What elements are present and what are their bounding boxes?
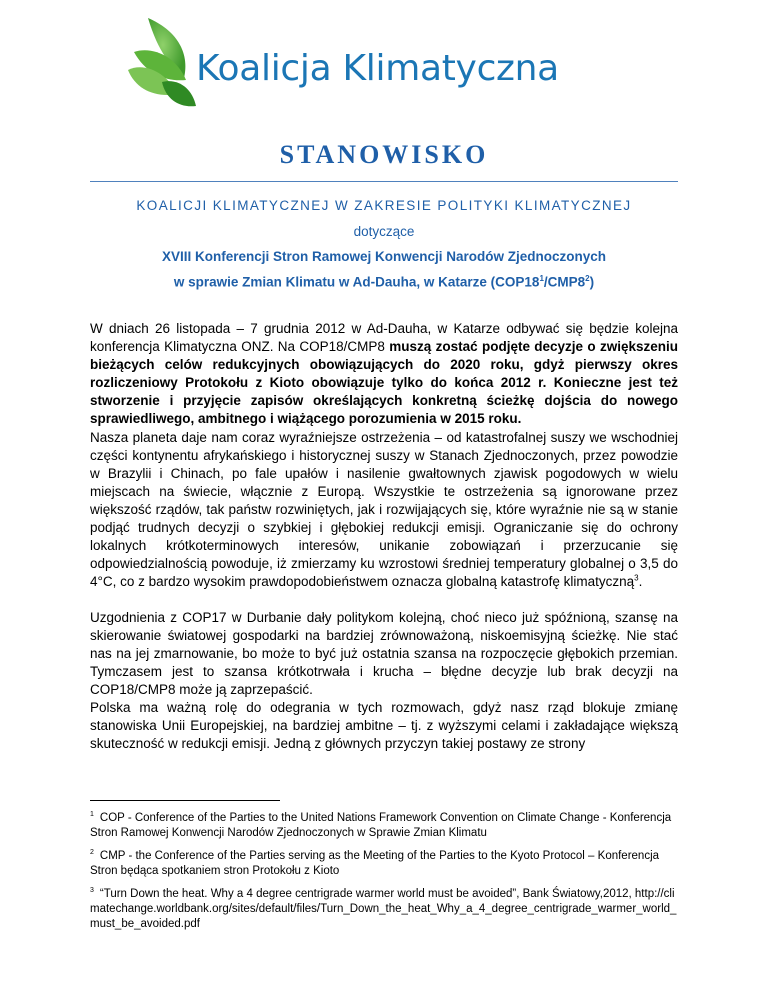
paragraph-2-end: .: [638, 574, 643, 589]
paragraph-2-text: Nasza planeta daje nam coraz wyraźniejsze ostrzeżenia – od katastrofalnej suszy we wschodniej części kontynentu afrykańskiego i historycznej suszy w Stanach Zjednoczonych, przez powodzie w Brazylii i Chinach, po fale upałów i nasilenie gwałtownych zjawisk pogodowych w wielu miejscach na świecie, włącznie z Europą. Wszystkie te ostrzeżenia są ignorowane przez większość rządów, tak państw rozwiniętych, jak i rozwijających się, które wyraźnie nie są w stanie podjąć trudnych decyzji o szybkiej i głębokiej redukcji emisji. Ograniczanie się do ochrony lokalnych krótkoterminowych interesów, unikanie zobowiązań i przerzucanie się odpowiedzialnością powoduje, iż zmierzamy ku wzrostowi średniej temperatury globalnej o 3,5 do 4°C, co z bardzo wysokim prawdopodobieństwem oznacza globalną katastrofę klimatyczną: [90, 430, 678, 589]
logo-wordmark: Koalicja Klimatyczna: [196, 48, 559, 89]
footnote-3: [90, 887, 678, 932]
page-title: STANOWISKO: [279, 140, 489, 169]
paragraph-1-emphasis: muszą zostać podjęte decyzje o zwiększeniu bieżących celów redukcyjnych obowiązujących do 2020 roku, gdyż pierwszy okres rozliczeniowy Protokołu z Kioto obowiązuje tylko do końca 2012 r. Konieczne jest też stworzenie i przyjęcie zapisów określających konkretną ścieżkę dojścia do nowego sprawiedliwego, ambitnego i wiążącego porozumienia w 2015 roku.: [90, 339, 679, 426]
subtitle: KOALICJI KLIMATYCZNEJ W ZAKRESIE POLITYKI KLIMATYCZNEJ: [136, 198, 632, 213]
conference-line-2-a: w sprawie Zmian Klimatu w Ad-Dauha, w Katarze (COP18: [173, 274, 540, 290]
paragraph-4: Polska ma ważną rolę do odegrania w tych rozmowach, gdyż nasz rząd blokuje zmianę stanowiska Unii Europejskiej, na bardziej ambitne – tj. z wyższymi celami i zakładające większą skuteczność w redukcji emisji. Jedną z głównych przyczyn takiej postawy ze strony: [90, 700, 678, 751]
conference-line-2-c: ): [589, 274, 595, 290]
globe-leaf-icon: [118, 12, 202, 116]
footnote-number: 2: [90, 849, 94, 857]
conference-line-1: XVIII Konferencji Stron Ramowej Konwencji Narodów Zjednoczonych: [161, 249, 607, 264]
footnote-1: [90, 811, 678, 841]
paragraph-1: [90, 320, 678, 428]
conference-line-2: [0, 274, 768, 290]
subtitle-connector: dotyczące: [353, 224, 415, 239]
footnote-text: CMP - the Conference of the Parties serving as the Meeting of the Parties to the Kyoto Protocol – Konferencja Stron będąca spotkaniem stron Protokołu z Kioto: [90, 850, 660, 877]
footnote-divider: [90, 800, 280, 801]
paragraph-2: [90, 429, 678, 591]
footnote-number: 3: [90, 887, 94, 895]
footnote-ref-2: 2: [585, 274, 590, 283]
paragraph-3: Uzgodnienia z COP17 w Durbanie dały politykom kolejną, choć nieco już spóźnioną, szansę na skierowanie światowej gospodarki na bardziej zrównoważoną, niskoemisyjną ścieżkę. Nie stać nas na jej zmarnowanie, bo może to być już ostatnia szansa na rozpoczęcie głębokich przemian. Tymczasem jest to szansa krótkotrwała i krucha – błędne decyzje lub brak decyzji na COP18/CMP8 może ją zaprzepaścić.: [90, 610, 678, 697]
title-divider: [90, 181, 678, 182]
footnote-ref-1: 1: [539, 274, 544, 283]
footnote-text: COP - Conference of the Parties to the United Nations Framework Convention on Climate Change - Konferencja Stron Ramowej Konwencji Narodów Zjednoczonych w Sprawie Zmian Klimatu: [90, 812, 672, 839]
footnote-number: 1: [90, 811, 94, 819]
footnote-ref-3: 3: [634, 573, 639, 583]
paragraph-1-intro: W dniach 26 listopada – 7 grudnia 2012 w Ad-Dauha, w Katarze odbywać się będzie kolejna konferencja Klimatyczna ONZ. Na COP18/CMP8: [90, 321, 678, 354]
footnote-2: [90, 849, 678, 879]
koalicja-logo: [118, 12, 558, 116]
footnote-text: “Turn Down the heat. Why a 4 degree centrigrade warmer world must be avoided”, Bank Światowy,2012, http://climatechange.worldbank.org/sites/default/files/Turn_Down_the_heat_Why_a_4_degree_centrigrade_warmer_world_must_be_avoided.pdf: [90, 888, 677, 930]
conference-line-2-b: /CMP8: [543, 274, 586, 290]
